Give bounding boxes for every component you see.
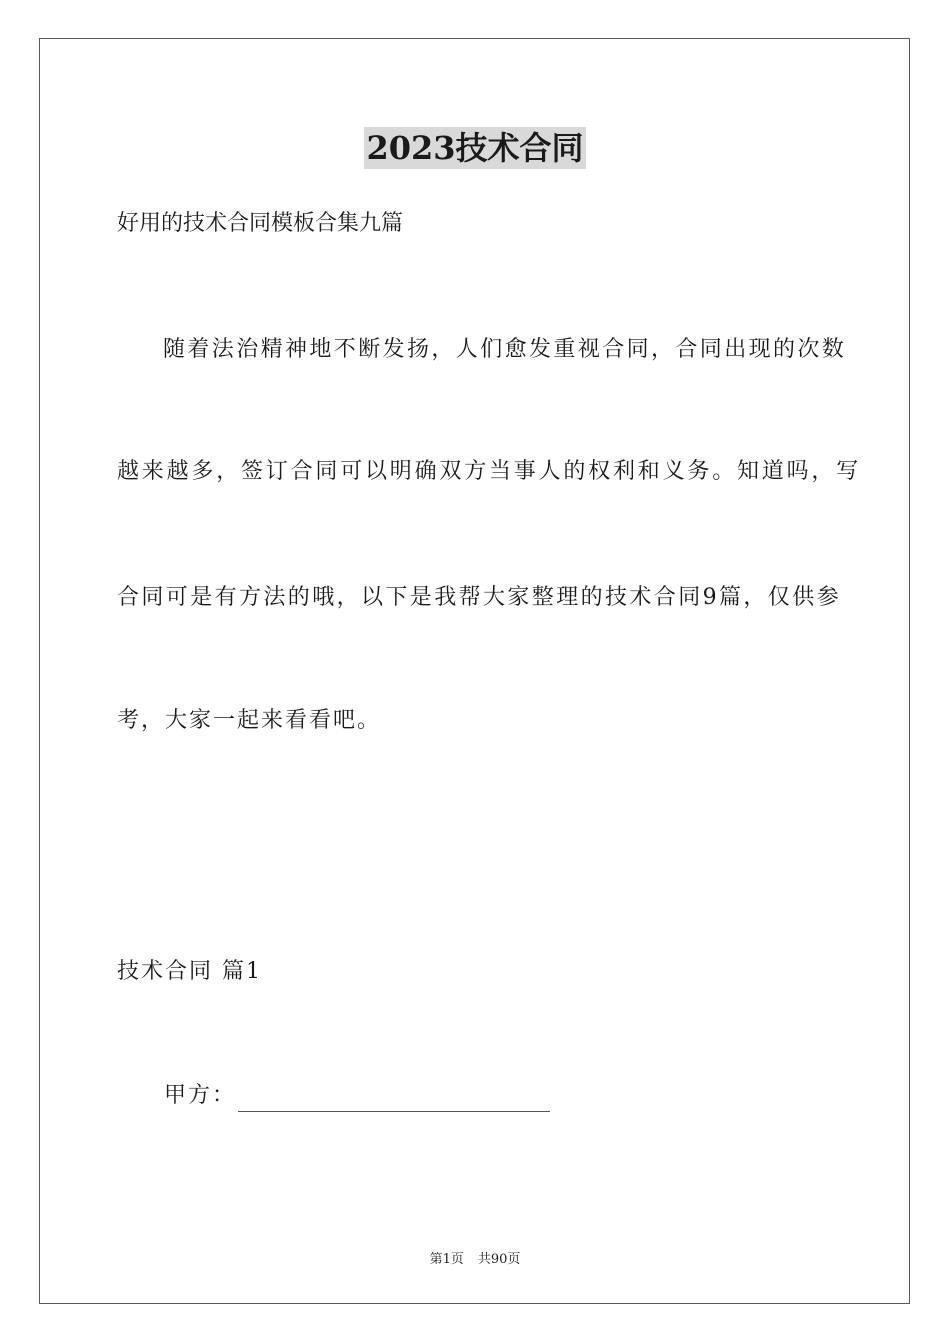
section-heading: 技术合同 篇1	[117, 959, 262, 984]
intro-line-3: 合同可是有方法的哦，以下是我帮大家整理的技术合同9篇，仅供参	[117, 585, 841, 610]
document-title	[0, 127, 950, 169]
document-title-text: 2023技术合同	[366, 129, 584, 167]
page-number-current: 第1页	[429, 1252, 464, 1267]
page-footer	[0, 1248, 950, 1267]
intro-line-2: 越来越多，签订合同可以明确双方当事人的权利和义务。知道吗，写	[117, 459, 862, 484]
document-subtitle: 好用的技术合同模板合集九篇	[117, 211, 404, 236]
party-a-row	[164, 1080, 550, 1112]
page-number-total: 共90页	[477, 1252, 521, 1267]
party-a-blank-field[interactable]	[238, 1089, 550, 1112]
party-a-label: 甲方：	[164, 1083, 237, 1108]
intro-line-1: 随着法治精神地不断发扬，人们愈发重视合同，合同出现的次数	[163, 337, 847, 362]
intro-line-4: 考，大家一起来看看吧。	[117, 708, 382, 733]
